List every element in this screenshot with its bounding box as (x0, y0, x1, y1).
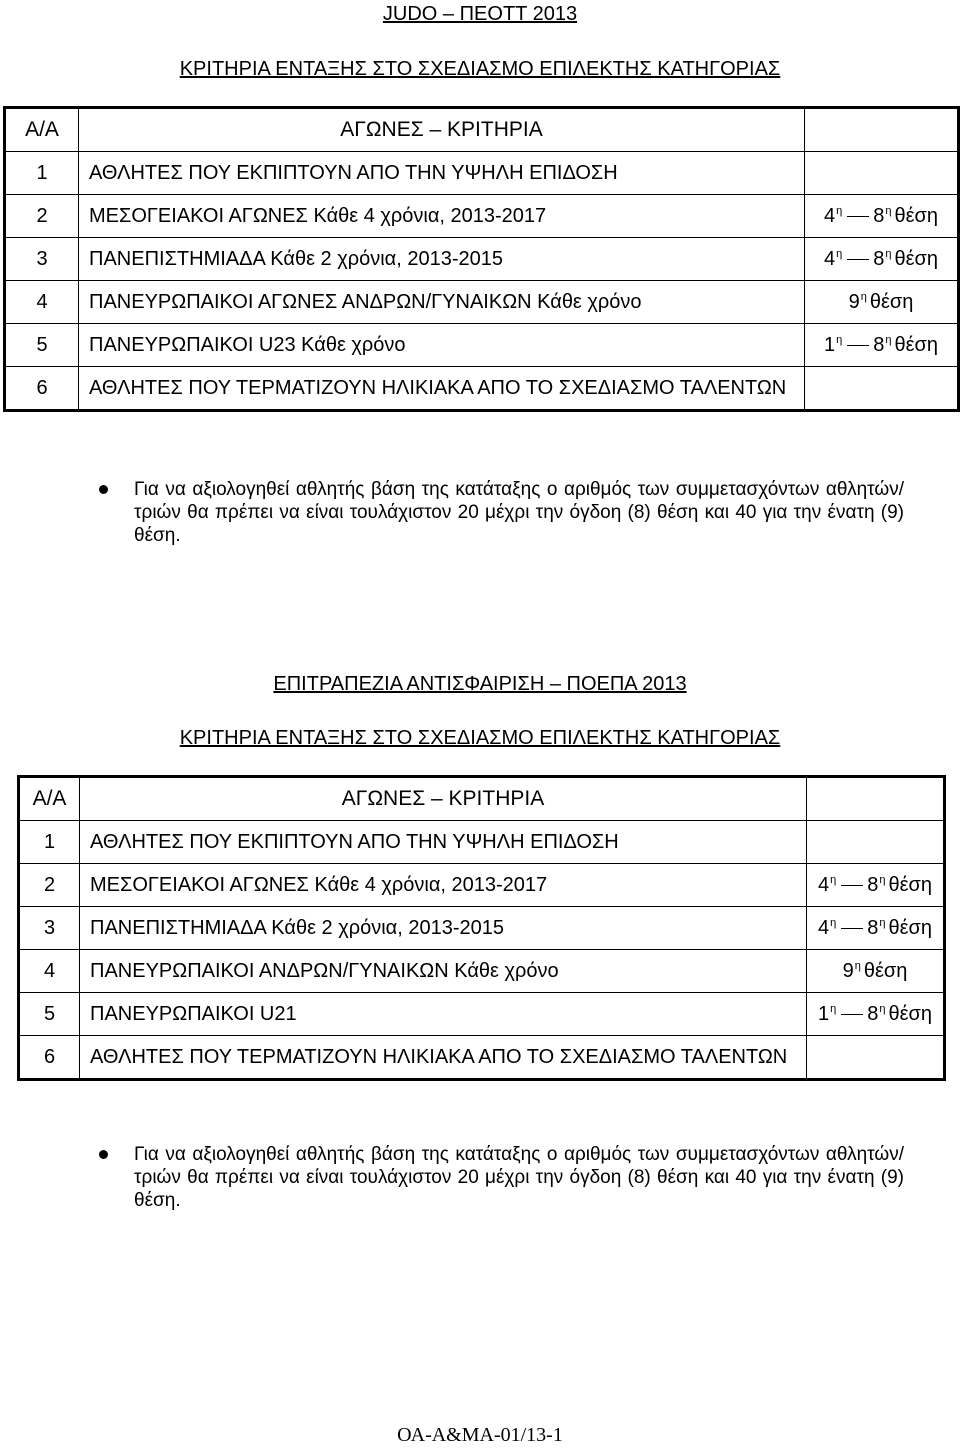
row-criteria-text: ΑΘΛΗΤΕΣ ΠΟΥ ΕΚΠΙΠΤΟΥΝ ΑΠΟ ΤΗΝ ΥΨΗΛΗ ΕΠΙΔΟΣΗ (79, 152, 805, 195)
row-number: 1 (19, 821, 80, 864)
position-from-suffix: η (836, 247, 843, 260)
row-number: 3 (5, 238, 79, 281)
position-from-suffix: η (830, 916, 837, 929)
row-position-range (807, 1036, 945, 1080)
position-to-suffix: η (879, 873, 886, 886)
position-word: θέση (863, 959, 908, 982)
table-row (19, 993, 945, 1036)
position-from: 1 (817, 1002, 830, 1025)
column-header-position (807, 777, 945, 821)
row-criteria-text: ΠΑΝΕΥΡΩΠΑΙΚΟΙ ΑΝΔΡΩΝ/ΓΥΝΑΙΚΩΝ Κάθε χρόνο (80, 950, 807, 993)
row-position-range (805, 367, 959, 411)
table-row (19, 950, 945, 993)
row-position-range (807, 821, 945, 864)
position-to-suffix: η (860, 290, 867, 303)
table-row (5, 152, 959, 195)
position-word: θέση (894, 247, 938, 270)
row-position-range (807, 907, 945, 950)
table-header-row (5, 108, 959, 152)
column-header-number: Α/Α (5, 108, 79, 152)
row-criteria-text: ΠΑΝΕΠΙΣΤΗΜΙΑΔΑ Κάθε 2 χρόνια, 2013-2015 (80, 907, 807, 950)
position-to-suffix: η (854, 959, 861, 972)
section1-title: JUDO – ΠΕΟΤΤ 2013 (382, 3, 578, 25)
position-to-suffix: η (885, 333, 892, 346)
position-from: 4 (817, 916, 830, 939)
position-word: θέση (894, 204, 938, 227)
position-to-suffix: η (879, 916, 886, 929)
row-position-range (805, 195, 959, 238)
position-to-suffix: η (885, 247, 892, 260)
position-to: 8 (867, 916, 879, 939)
column-header-criteria: ΑΓΩΝΕΣ – ΚΡΙΤΗΡΙΑ (80, 777, 807, 821)
position-from: 4 (817, 873, 830, 896)
section1-note-bullet (99, 485, 108, 494)
row-number: 5 (5, 324, 79, 367)
position-to: 9 (848, 290, 860, 313)
table-row (19, 821, 945, 864)
position-word: θέση (888, 873, 932, 896)
row-number: 4 (19, 950, 80, 993)
range-dash (841, 885, 863, 886)
column-header-position (805, 108, 959, 152)
row-criteria-text: ΠΑΝΕΥΡΩΠΑΙΚΟΙ ΑΓΩΝΕΣ ΑΝΔΡΩΝ/ΓΥΝΑΙΚΩΝ Κάθε χρόνο (79, 281, 805, 324)
table-row (19, 907, 945, 950)
position-from-suffix: η (830, 1002, 837, 1015)
table-row (5, 324, 959, 367)
position-to-suffix: η (879, 1002, 886, 1015)
row-number: 4 (5, 281, 79, 324)
row-criteria-text: ΑΘΛΗΤΕΣ ΠΟΥ ΕΚΠΙΠΤΟΥΝ ΑΠΟ ΤΗΝ ΥΨΗΛΗ ΕΠΙΔΟΣΗ (80, 821, 807, 864)
section2-note-bullet (99, 1150, 108, 1159)
section1-criteria-table (3, 106, 960, 412)
row-position-range (805, 324, 959, 367)
row-number: 2 (5, 195, 79, 238)
section1-note: Για να αξιολογηθεί αθλητής βάση της κατάταξης ο αριθμός των συμμετασχόντων αθλητών/τριών θα πρέπει να είναι τουλάχιστον 20 μέχρι την όγδοη (8) θέση και 40 για την ένατη (9) θέση. (134, 479, 904, 546)
position-word: θέση (888, 916, 932, 939)
position-word: θέση (888, 1002, 932, 1025)
range-dash (847, 216, 869, 217)
row-number: 3 (19, 907, 80, 950)
row-criteria-text: ΑΘΛΗΤΕΣ ΠΟΥ ΤΕΡΜΑΤΙΖΟΥΝ ΗΛΙΚΙΑΚΑ ΑΠΟ ΤΟ ΣΧΕΔΙΑΣΜΟ ΤΑΛΕΝΤΩΝ (79, 367, 805, 411)
row-number: 6 (5, 367, 79, 411)
row-number: 1 (5, 152, 79, 195)
row-number: 5 (19, 993, 80, 1036)
row-number: 6 (19, 1036, 80, 1080)
position-from-suffix: η (830, 873, 837, 886)
position-from: 4 (823, 204, 836, 227)
position-from: 1 (823, 333, 836, 356)
position-word: θέση (869, 290, 914, 313)
position-to: 8 (867, 873, 879, 896)
column-header-criteria: ΑΓΩΝΕΣ – ΚΡΙΤΗΡΙΑ (79, 108, 805, 152)
row-position-range (805, 238, 959, 281)
section2-title: ΕΠΙΤΡΑΠΕΖΙΑ ΑΝΤΙΣΦΑΙΡΙΣΗ – ΠΟΕΠΑ 2013 (273, 673, 687, 695)
table-row (5, 195, 959, 238)
row-criteria-text: ΜΕΣΟΓΕΙΑΚΟΙ ΑΓΩΝΕΣ Κάθε 4 χρόνια, 2013-2017 (79, 195, 805, 238)
table-row (5, 367, 959, 411)
section2-criteria-table (17, 775, 946, 1081)
range-dash (841, 928, 863, 929)
section2-note: Για να αξιολογηθεί αθλητής βάση της κατάταξης ο αριθμός των συμμετασχόντων αθλητών/τριών θα πρέπει να είναι τουλάχιστον 20 μέχρι την όγδοη (8) θέση και 40 για την ένατη (9) θέση. (134, 1144, 904, 1211)
row-position-range (807, 993, 945, 1036)
row-criteria-text: ΠΑΝΕΥΡΩΠΑΙΚΟΙ U23 Κάθε χρόνο (79, 324, 805, 367)
row-criteria-text: ΠΑΝΕΥΡΩΠΑΙΚΟΙ U21 (80, 993, 807, 1036)
table-row (5, 238, 959, 281)
position-word: θέση (894, 333, 938, 356)
row-position-range (805, 152, 959, 195)
position-to: 8 (867, 1002, 879, 1025)
section2-subtitle: ΚΡΙΤΗΡΙΑ ΕΝΤΑΞΗΣ ΣΤΟ ΣΧΕΔΙΑΣΜΟ ΕΠΙΛΕΚΤΗΣ ΚΑΤΗΓΟΡΙΑΣ (179, 727, 781, 749)
column-header-number: Α/Α (19, 777, 80, 821)
row-position-range (807, 864, 945, 907)
row-criteria-text: ΠΑΝΕΠΙΣΤΗΜΙΑΔΑ Κάθε 2 χρόνια, 2013-2015 (79, 238, 805, 281)
position-to: 8 (873, 247, 885, 270)
position-from: 4 (823, 247, 836, 270)
position-to: 8 (873, 333, 885, 356)
position-to: 9 (842, 959, 854, 982)
table-row (19, 1036, 945, 1080)
range-dash (847, 259, 869, 260)
row-number: 2 (19, 864, 80, 907)
table-row (5, 281, 959, 324)
position-from-suffix: η (836, 333, 843, 346)
table-header-row (19, 777, 945, 821)
position-to: 8 (873, 204, 885, 227)
row-position-range (807, 950, 945, 993)
row-criteria-text: ΑΘΛΗΤΕΣ ΠΟΥ ΤΕΡΜΑΤΙΖΟΥΝ ΗΛΙΚΙΑΚΑ ΑΠΟ ΤΟ ΣΧΕΔΙΑΣΜΟ ΤΑΛΕΝΤΩΝ (80, 1036, 807, 1080)
range-dash (847, 345, 869, 346)
row-position-range (805, 281, 959, 324)
row-criteria-text: ΜΕΣΟΓΕΙΑΚΟΙ ΑΓΩΝΕΣ Κάθε 4 χρόνια, 2013-2017 (80, 864, 807, 907)
section1-subtitle: ΚΡΙΤΗΡΙΑ ΕΝΤΑΞΗΣ ΣΤΟ ΣΧΕΔΙΑΣΜΟ ΕΠΙΛΕΚΤΗΣ ΚΑΤΗΓΟΡΙΑΣ (179, 58, 781, 80)
table-row (19, 864, 945, 907)
range-dash (841, 1014, 863, 1015)
document-code-footer: ΟΑ-Α&ΜΑ-01/13-1 (397, 1424, 563, 1446)
position-to-suffix: η (885, 204, 892, 217)
position-from-suffix: η (836, 204, 843, 217)
